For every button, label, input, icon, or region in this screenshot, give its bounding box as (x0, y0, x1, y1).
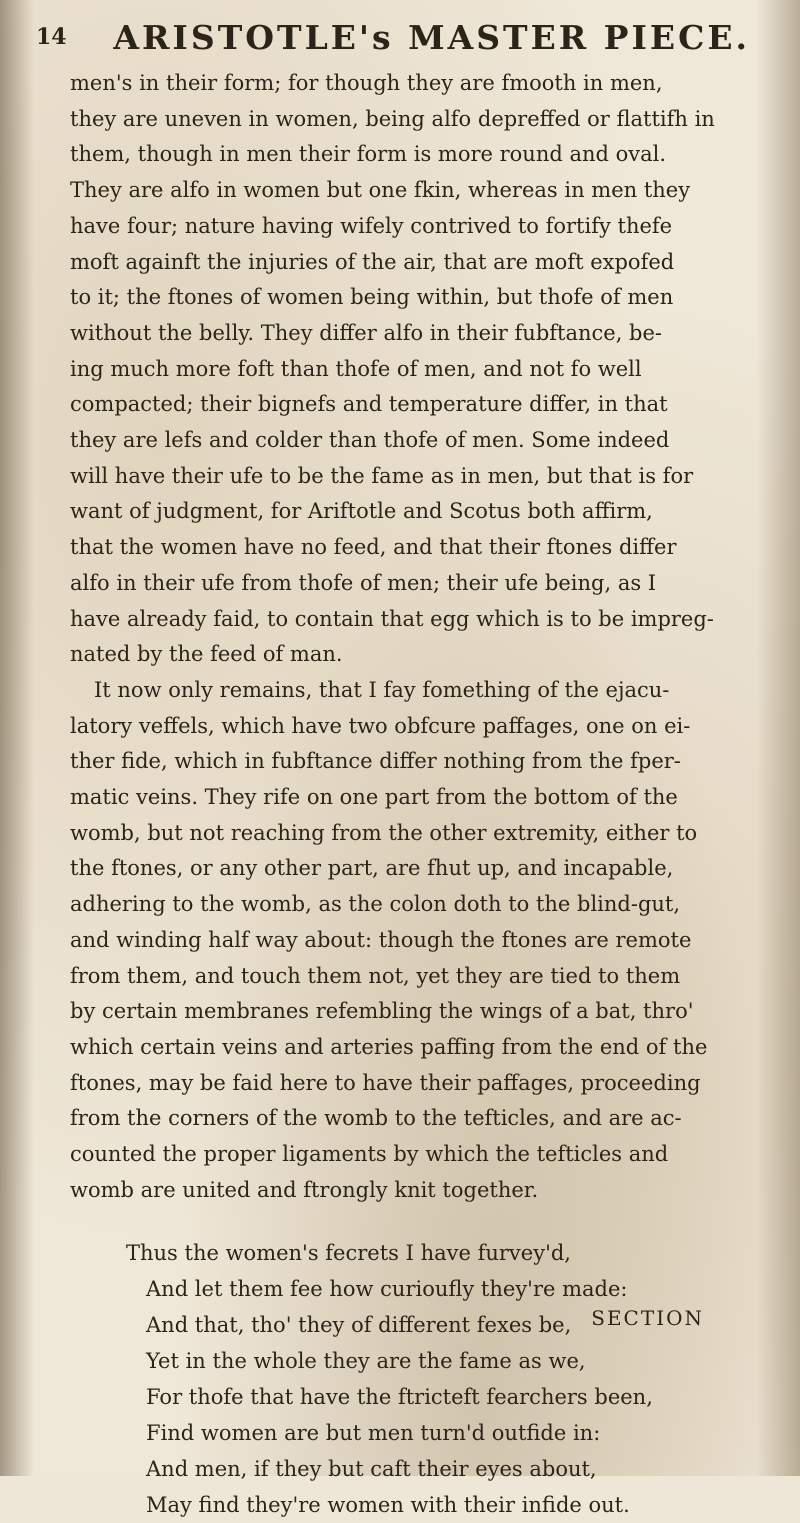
catchword: SECTION (591, 1306, 704, 1330)
text-line: matic veins. They rife on one part from the bottom of the (70, 785, 678, 810)
page-title: ARISTOTLE's MASTER PIECE. (113, 17, 750, 57)
text-line: want of judgment, for Ariftotle and Scotus both affirm, (70, 499, 653, 524)
text-line: compacted; their bignefs and temperature differ, in that (70, 392, 668, 417)
text-line: men's in their form; for though they are fmooth in men, (70, 71, 663, 95)
text-line: which certain veins and arteries paffing from the end of the (70, 1034, 708, 1059)
text-line: womb, but not reaching from the other extremity, either to (70, 820, 698, 845)
text-line: nated by the feed of man. (70, 642, 343, 667)
text-line: from them, and touch them not, yet they are tied to them (70, 963, 681, 988)
paragraph-start-line: It now only remains, that I fay fomething of the ejacu- (94, 677, 670, 702)
text-line: ther fide, which in fubftance differ nothing from the fper- (70, 749, 681, 774)
text-line: by certain membranes refembling the wings of a bat, thro' (70, 999, 694, 1024)
text-line: to it; the ftones of women being within, but thofe of men (70, 285, 674, 310)
body-text (40, 66, 750, 1209)
verse-line: Find women are but men turn'd outfide in: (146, 1420, 601, 1445)
text-line: them, though in men their form is more round and oval. (70, 142, 667, 167)
text-line: womb are united and ftrongly knit together. (70, 1177, 539, 1202)
text-line: from the corners of the womb to the tefticles, and are ac- (70, 1106, 682, 1131)
text-line: latory veffels, which have two obfcure paffages, one on ei- (70, 713, 691, 738)
text-line: adhering to the womb, as the colon doth to the blind-gut, (70, 892, 681, 917)
text-line: ftones, may be faid here to have their paffages, proceeding (70, 1070, 701, 1095)
text-line: They are alfo in women but one fkin, whereas in men they (70, 178, 691, 203)
verse-block (40, 1235, 750, 1523)
text-line: will have their ufe to be the fame as in men, but that is for (70, 463, 694, 488)
verse-line: May find they're women with their infide out. (146, 1492, 630, 1517)
verse-line: And let them fee how curioufly they're made: (146, 1276, 628, 1301)
text-line: counted the proper ligaments by which the tefticles and (70, 1142, 669, 1167)
text-line: that the women have no feed, and that their ftones differ (70, 535, 677, 560)
verse-line: Yet in the whole they are the fame as we, (146, 1348, 586, 1373)
text-line: ing much more foft than thofe of men, and not fo well (70, 356, 642, 381)
text-line: and winding half way about: though the ftones are remote (70, 927, 692, 952)
verse-line: Thus the women's fecrets I have furvey'd, (126, 1240, 571, 1265)
verse-line: And that, tho' they of different fexes be, (146, 1312, 572, 1337)
verse-line: For thofe that have the ftricteft fearchers been, (146, 1384, 653, 1409)
text-line: they are uneven in women, being alfo depreffed or flattifh in (70, 106, 715, 131)
text-line: alfo in their ufe from thofe of men; their ufe being, as I (70, 570, 657, 595)
running-head (36, 0, 750, 66)
text-line: moft againft the injuries of the air, that are moft expofed (70, 249, 675, 274)
text-line: have four; nature having wifely contrived to fortify thefe (70, 213, 673, 238)
text-line: the ftones, or any other part, are fhut up, and incapable, (70, 856, 674, 881)
text-line: have already faid, to contain that egg which is to be impreg- (70, 606, 714, 631)
page-number: 14 (36, 24, 67, 50)
text-line: without the belly. They differ alfo in their fubftance, be- (70, 320, 663, 345)
text-line: they are lefs and colder than thofe of men. Some indeed (70, 428, 670, 453)
verse-line: And men, if they but caft their eyes about, (146, 1456, 597, 1481)
